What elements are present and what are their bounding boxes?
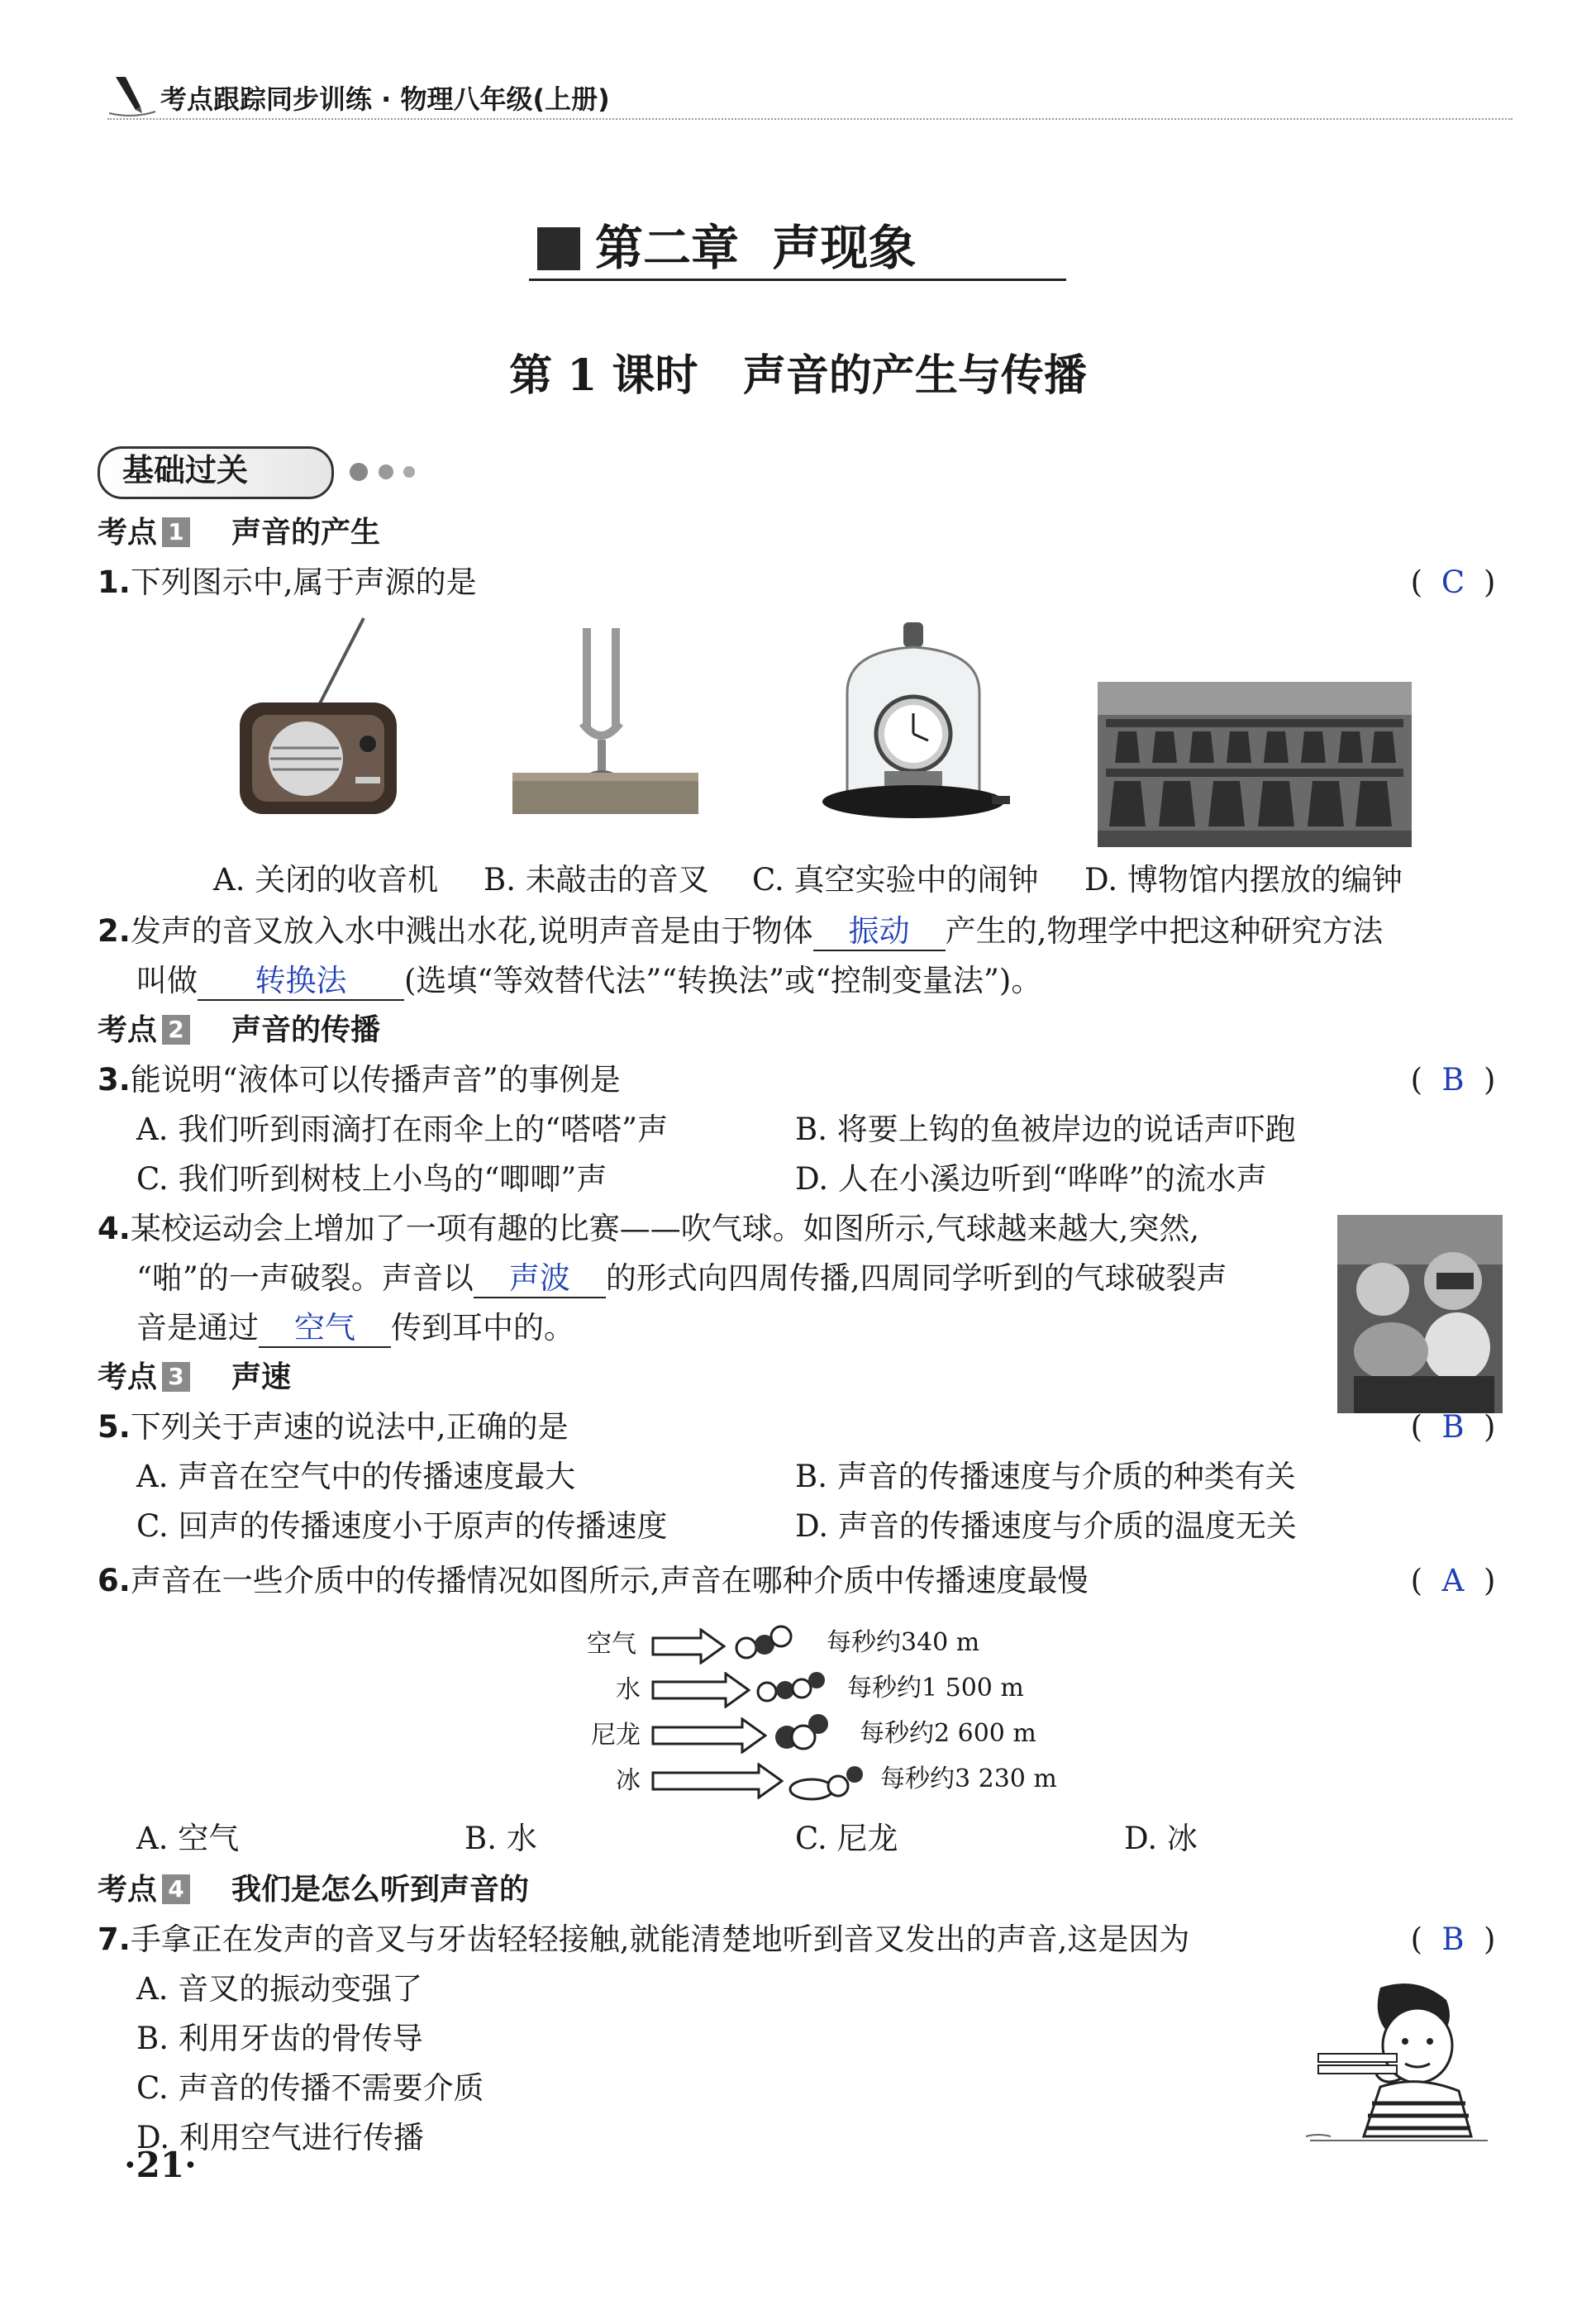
option-b: B. 利用牙齿的骨传导: [136, 2021, 423, 2056]
kaodian-number: 4: [162, 1874, 190, 1904]
medium-label: 水: [616, 1675, 641, 1704]
sound-particles-icon: [731, 1622, 798, 1667]
option-a: A. 空气: [136, 1821, 240, 1856]
question-number: 3.: [98, 1062, 131, 1098]
option-a: A. 我们听到雨滴打在雨伞上的“嗒嗒”声: [136, 1112, 669, 1147]
badge-dot: [403, 466, 415, 478]
chapter-block: [537, 227, 580, 270]
answer-bracket: ( B ): [1399, 1919, 1507, 1960]
speed-label: 每秒约340 m: [827, 1628, 980, 1657]
question-text: 下列关于声速的说法中,正确的是: [130, 1409, 569, 1445]
image-caption: C. 真空实验中的闹钟: [752, 862, 1039, 898]
arrow-icon: [651, 1763, 784, 1799]
kaodian-label: 考点: [98, 1873, 158, 1907]
image-caption: D. 博物馆内摆放的编钟: [1084, 862, 1403, 898]
question-text: 产生的,物理学中把这种研究方法: [945, 913, 1384, 949]
kaodian-title: 声音的产生: [231, 516, 381, 550]
question-text: 声音在一些介质中的传播情况如图所示,声音在哪种介质中传播速度最慢: [130, 1563, 1089, 1598]
option-a: A. 音叉的振动变强了: [136, 1971, 423, 2007]
chapter-title: 第二章 声现象: [595, 220, 917, 276]
option-d: D. 冰: [1124, 1821, 1198, 1856]
question-text: “啪”的一声破裂。声音以: [136, 1260, 474, 1296]
option-c: C. 我们听到树枝上小鸟的“唧唧”声: [136, 1161, 607, 1197]
kaodian-label: 考点: [98, 516, 158, 550]
chime-bells-image: [1098, 682, 1412, 847]
arrow-icon: [651, 1628, 726, 1664]
question-text: 能说明“液体可以传播声音”的事例是: [130, 1062, 621, 1098]
question-text: 下列图示中,属于声源的是: [130, 564, 477, 600]
option-d: D. 人在小溪边听到“哗哗”的流水声: [795, 1161, 1267, 1197]
question-1: [98, 562, 477, 603]
question-number: 4.: [98, 1211, 131, 1246]
bell-jar-alarm-image: [814, 618, 1012, 825]
question-text: 传到耳中的。: [391, 1310, 574, 1345]
question-4-cont: [136, 1258, 1227, 1299]
speed-label: 每秒约2 600 m: [860, 1719, 1036, 1748]
option-a: A. 声音在空气中的传播速度最大: [136, 1459, 576, 1494]
lesson-title: 第 1 课时 声音的产生与传播: [509, 350, 1087, 401]
image-caption: B. 未敲击的音叉: [484, 862, 709, 898]
kaodian-title: 声音的传播: [231, 1013, 381, 1047]
question-text: 音是通过: [136, 1310, 259, 1345]
question-text: 的形式向四周传播,四周同学听到的气球破裂声: [605, 1260, 1227, 1296]
kaodian-title: 声速: [231, 1360, 292, 1394]
question-number: 5.: [98, 1409, 131, 1445]
kaodian-heading: [98, 1010, 380, 1051]
question-text: 某校运动会上增加了一项有趣的比赛——吹气球。如图所示,气球越来越大,突然,: [130, 1211, 1200, 1246]
option-c: C. 尼龙: [795, 1821, 898, 1856]
header-rule: [107, 118, 1513, 120]
section-badge-label: 基础过关: [122, 452, 249, 488]
question-number: 6.: [98, 1563, 131, 1598]
balloon-photo: [1337, 1215, 1503, 1413]
option-b: B. 声音的传播速度与介质的种类有关: [795, 1459, 1296, 1494]
kaodian-label: 考点: [98, 1360, 158, 1394]
answer-blank: 转换法: [198, 963, 404, 1001]
question-7: [98, 1919, 1189, 1960]
answer-choice: C: [1441, 564, 1465, 600]
answer-blank: 振动: [813, 913, 946, 951]
radio-image: [236, 612, 401, 818]
kaodian-label: 考点: [98, 1013, 158, 1047]
kaodian-number: 3: [162, 1362, 190, 1392]
medium-label: 尼龙: [591, 1721, 641, 1750]
answer-choice: B: [1441, 1409, 1465, 1445]
option-d: D. 利用空气进行传播: [136, 2120, 424, 2155]
answer-choice: B: [1441, 1062, 1465, 1098]
answer-blank: 空气: [259, 1310, 391, 1348]
speed-label: 每秒约3 230 m: [880, 1764, 1057, 1793]
arrow-icon: [651, 1717, 767, 1754]
question-text: 发声的音叉放入水中溅出水花,说明声音是由于物体: [130, 913, 813, 949]
header: [107, 79, 1513, 128]
answer-bracket: ( B ): [1399, 1060, 1507, 1101]
image-caption: A. 关闭的收音机: [213, 862, 439, 898]
chapter-heading: [529, 219, 1066, 281]
question-text: (选填“等效替代法”“转换法”或“控制变量法”)。: [404, 963, 1042, 998]
question-4-cont: [136, 1307, 574, 1349]
speed-label: 每秒约1 500 m: [847, 1674, 1024, 1703]
kaodian-heading: [98, 1357, 291, 1398]
sound-speed-figure: [579, 1620, 1074, 1810]
chapter-underline: [529, 279, 1066, 281]
option-c: C. 回声的传播速度小于原声的传播速度: [136, 1508, 668, 1544]
sound-particles-icon: [770, 1709, 836, 1757]
page-number: ·21·: [124, 2145, 197, 2185]
section-badge: [98, 446, 445, 498]
option-b: B. 水: [465, 1821, 537, 1856]
option-d: D. 声音的传播速度与介质的温度无关: [795, 1508, 1297, 1544]
question-4: [98, 1208, 1199, 1250]
badge-dot: [379, 464, 393, 479]
tuning-fork-image: [504, 624, 703, 818]
kaodian-number: 2: [162, 1015, 190, 1045]
kaodian-number: 1: [162, 517, 190, 547]
option-c: C. 声音的传播不需要介质: [136, 2070, 484, 2106]
question-text: 手拿正在发声的音叉与牙齿轻轻接触,就能清楚地听到音叉发出的声音,这是因为: [130, 1922, 1190, 1957]
sound-particles-icon: [787, 1756, 869, 1806]
question-2-cont: [136, 960, 1041, 1002]
pen-icon: [107, 70, 157, 120]
question-6: [98, 1560, 1089, 1602]
kaodian-heading: [98, 512, 380, 554]
medium-label: 冰: [616, 1766, 641, 1795]
boy-tuning-fork-cartoon: [1302, 1971, 1492, 2153]
arrow-icon: [651, 1672, 750, 1708]
answer-bracket: ( C ): [1399, 562, 1507, 603]
answer-bracket: ( B ): [1399, 1407, 1507, 1448]
question-number: 7.: [98, 1922, 131, 1957]
option-b: B. 将要上钩的鱼被岸边的说话声吓跑: [795, 1112, 1296, 1147]
answer-choice: B: [1441, 1922, 1465, 1957]
question-5: [98, 1407, 569, 1448]
answer-blank: 声波: [474, 1260, 606, 1298]
question-number: 1.: [98, 564, 131, 600]
badge-dot: [350, 463, 368, 481]
question-2: [98, 911, 1383, 952]
header-title: 考点跟踪同步训练 · 物理八年级(上册): [160, 83, 610, 115]
sound-particles-icon: [754, 1665, 828, 1711]
kaodian-title: 我们是怎么听到声音的: [231, 1873, 530, 1907]
kaodian-heading: [98, 1869, 529, 1911]
medium-label: 空气: [587, 1630, 636, 1659]
question-text: 叫做: [136, 963, 198, 998]
question-3: [98, 1060, 621, 1101]
answer-bracket: ( A ): [1399, 1560, 1507, 1602]
answer-choice: A: [1441, 1563, 1465, 1598]
question-number: 2.: [98, 913, 131, 949]
